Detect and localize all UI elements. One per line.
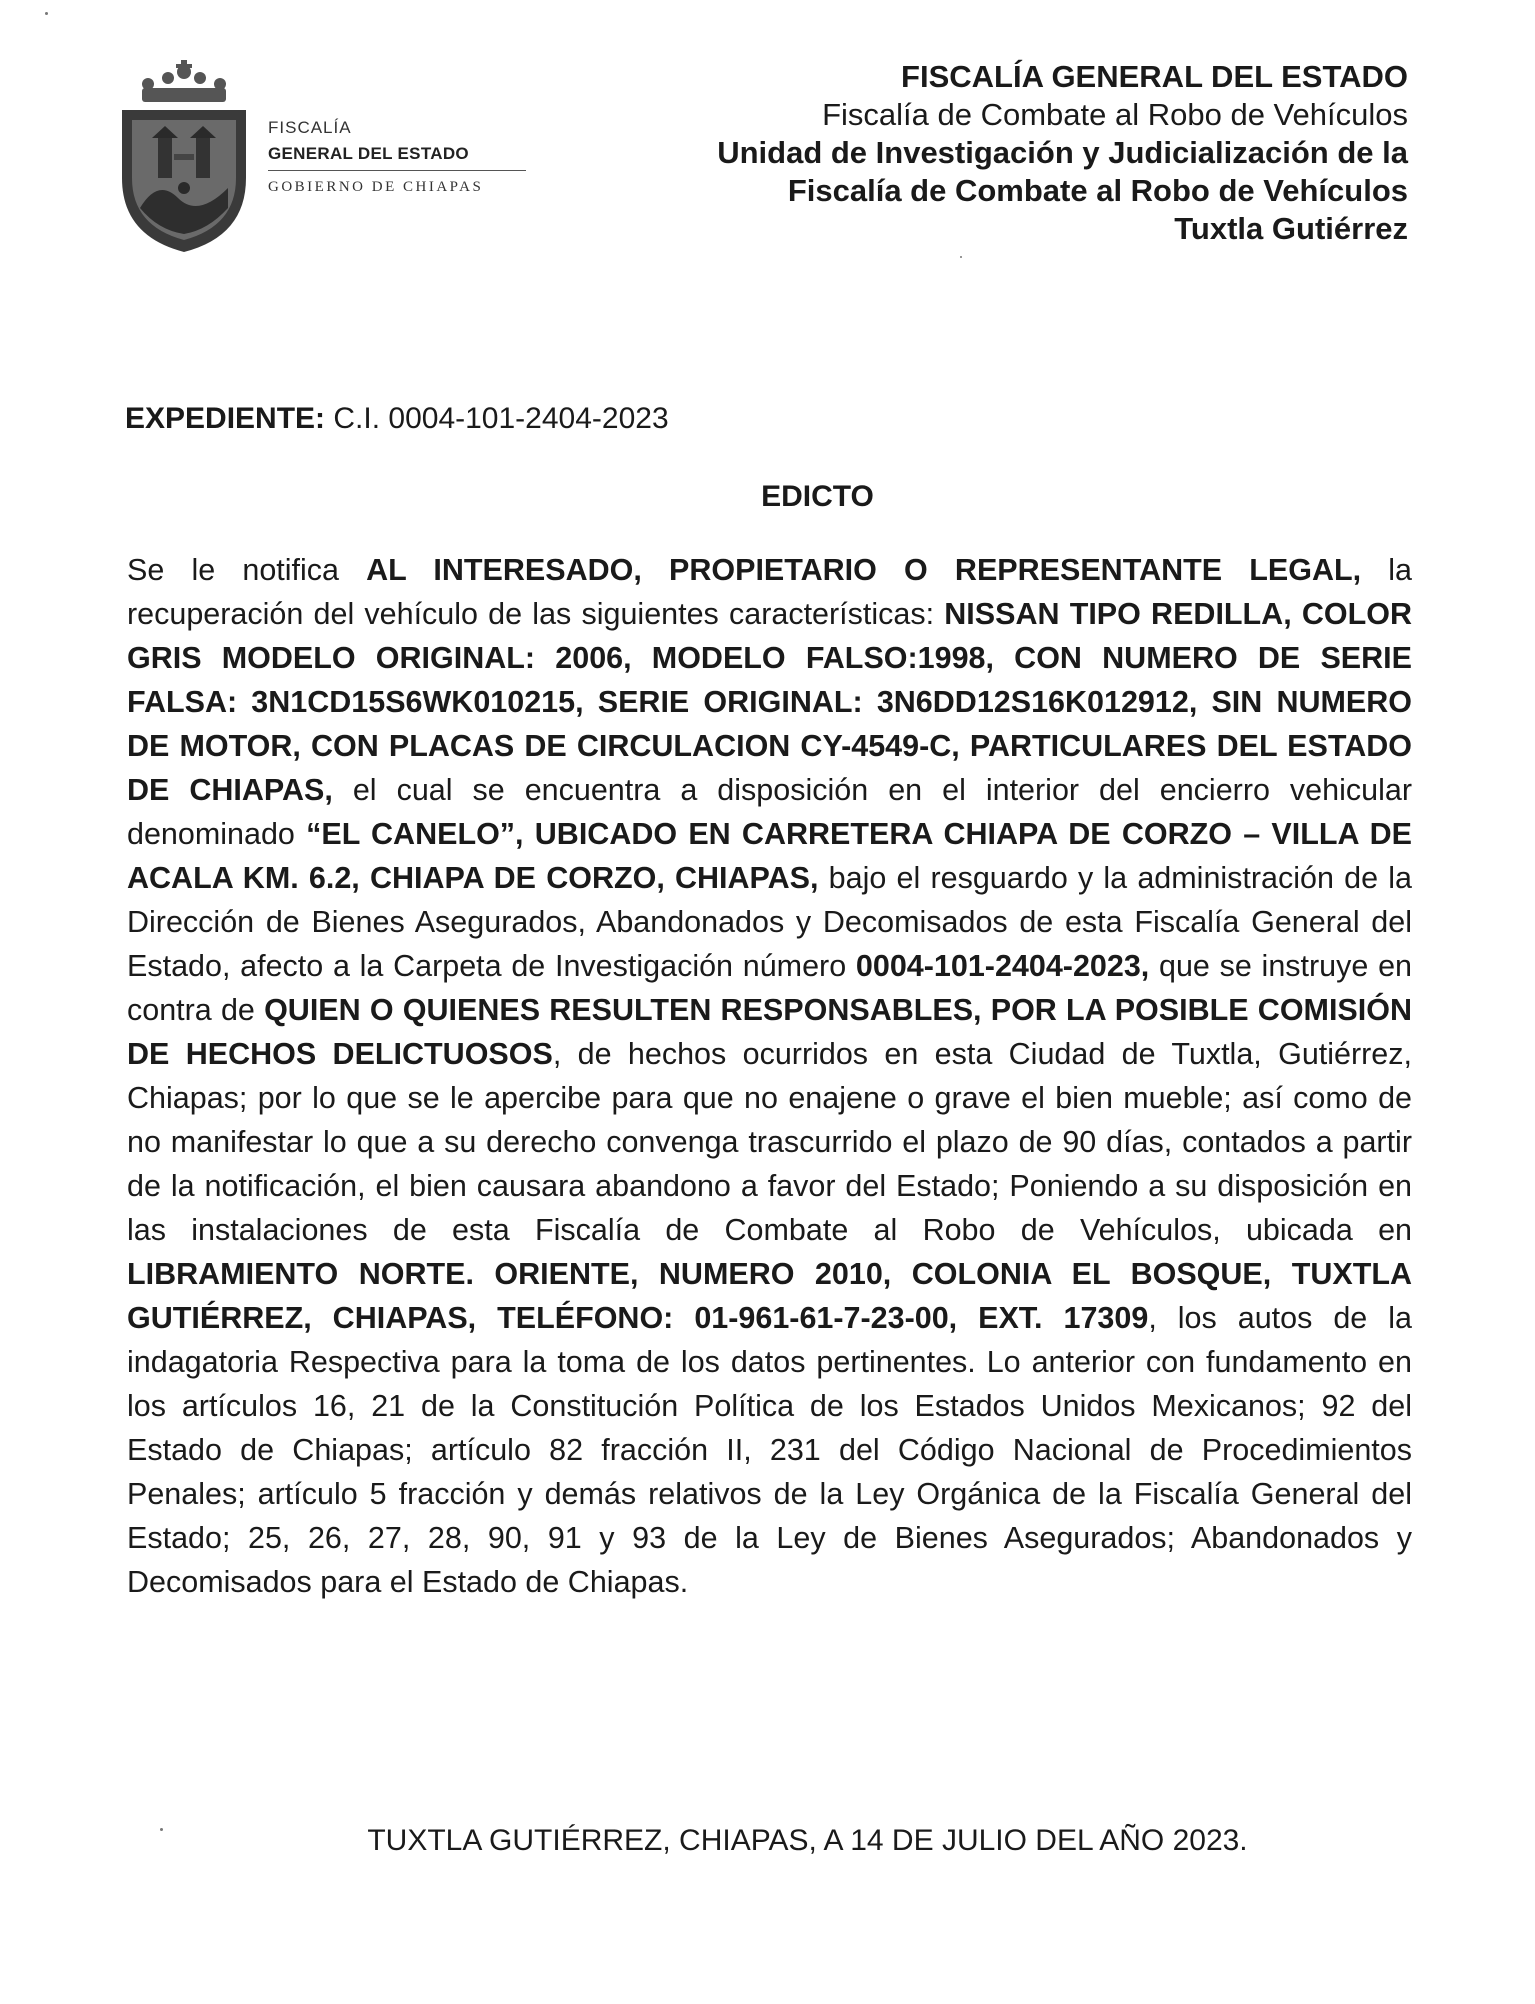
body-text-segment: , de hechos ocurridos en esta Ciudad de Tuxtla, Gutiérrez, Chiapas; por lo que se le apercibe para que no enajene o grave el bien mueble; así como de no manifestar lo que a su derecho convenga trascurrido el plazo de 90 días, contados a partir de la notificación, el bien causara abandono a favor del Estado; Poniendo a su disposición en las instalaciones de esta Fiscalía de Combate al Robo de Vehículos, ubicada en [127,1037,1412,1247]
place-and-date: TUXTLA GUTIÉRREZ, CHIAPAS, A 14 DE JULIO DEL AÑO 2023. [367,1824,1248,1857]
header-line-1: FISCALÍA GENERAL DEL ESTADO [901,59,1408,94]
document-title: EDICTO [761,480,874,513]
case-file-value: C.I. 0004-101-2404-2023 [325,402,669,435]
body-emphasis-text: “EL CANELO”, UBICADO EN CARRETERA CHIAPA DE CORZO – VILLA DE ACALA KM. 6.2, CHIAPA DE CORZO, CHIAPAS, [127,817,1412,895]
body-emphasis-text: LIBRAMIENTO NORTE. ORIENTE, NUMERO 2010, COLONIA EL BOSQUE, TUXTLA GUTIÉRREZ, CHIAPAS, TELÉFONO: 01-961-61-7-23-00, EXT. 17309 [127,1257,1412,1335]
header-line-5: Tuxtla Gutiérrez [1174,211,1408,246]
body-emphasis-text: QUIEN O QUIENES RESULTEN RESPONSABLES, POR LA POSIBLE COMISIÓN DE HECHOS DELICTUOSOS [127,993,1412,1071]
header-line-4: Fiscalía de Combate al Robo de Vehículos [787,173,1408,208]
header-line-3: Unidad de Investigación y Judicialización de la [717,135,1408,170]
body-emphasis-text: NISSAN TIPO REDILLA, COLOR GRIS MODELO ORIGINAL: 2006, MODELO FALSO:1998, CON NUMERO DE SERIE FALSA: 3N1CD15S6WK010215, SERIE ORIGINAL: 3N6DD12S16K012912, SIN NUMERO DE MOTOR, CON PLACAS DE CIRCULACION CY-4549-C, PARTICULARES DEL ESTADO DE CHIAPAS, [127,597,1412,807]
body-emphasis-text: 0004-101-2404-2023, [855,949,1150,983]
case-file-label: EXPEDIENTE: [125,402,326,435]
body-text-segment: Se le notifica [127,553,367,587]
body-text-segment: bajo el resguardo y la administración de la Dirección de Bienes Asegurados, Abandonados y Decomisados de esta Fiscalía General del Estado, afecto a la Carpeta de Investigación número [127,861,1413,983]
scan-speck [960,256,962,258]
body-text-segment: que se instruye en contra de [127,949,1412,1027]
institution-name [268,118,538,196]
logo-text-gobierno: GOBIERNO DE CHIAPAS [268,179,484,195]
header-office-title [508,58,1408,248]
body-text-segment: , los autos de la indagatoria Respectiva para la toma de los datos pertinentes. Lo anterior con fundamento en los artículos 16, 21 de la Constitución Política de los Estados Unidos Mexicanos; 92 del Estado de Chiapas; artículo 82 fracción II, 231 del Código Nacional de Procedimientos Penales; artículo 5 fracción y demás relativos de la Ley Orgánica de la Fiscalía General del Estado; 25, 26, 27, 28, 90, 91 y 93 de la Ley de Bienes Asegurados; Abandonados y Decomisados para el Estado de Chiapas. [127,1301,1412,1599]
scan-speck [45,12,48,15]
scan-speck [160,1828,163,1831]
logo-text-general-del-estado: GENERAL DEL ESTADO [268,144,526,171]
body-text-segment: la recuperación del vehículo de las siguientes características: [127,553,1412,631]
chiapas-coat-of-arms-icon [118,58,250,254]
body-emphasis-text: AL INTERESADO, PROPIETARIO O REPRESENTANTE LEGAL, [366,553,1362,587]
notice-body [127,548,1412,1604]
logo-text-fiscalia: FISCALÍA [268,118,352,137]
case-file-number [125,402,669,436]
institution-logo-block [118,58,538,258]
header-line-2: Fiscalía de Combate al Robo de Vehículos [822,97,1408,132]
body-text-segment: el cual se encuentra a disposición en el interior del encierro vehicular denominado [127,773,1412,851]
